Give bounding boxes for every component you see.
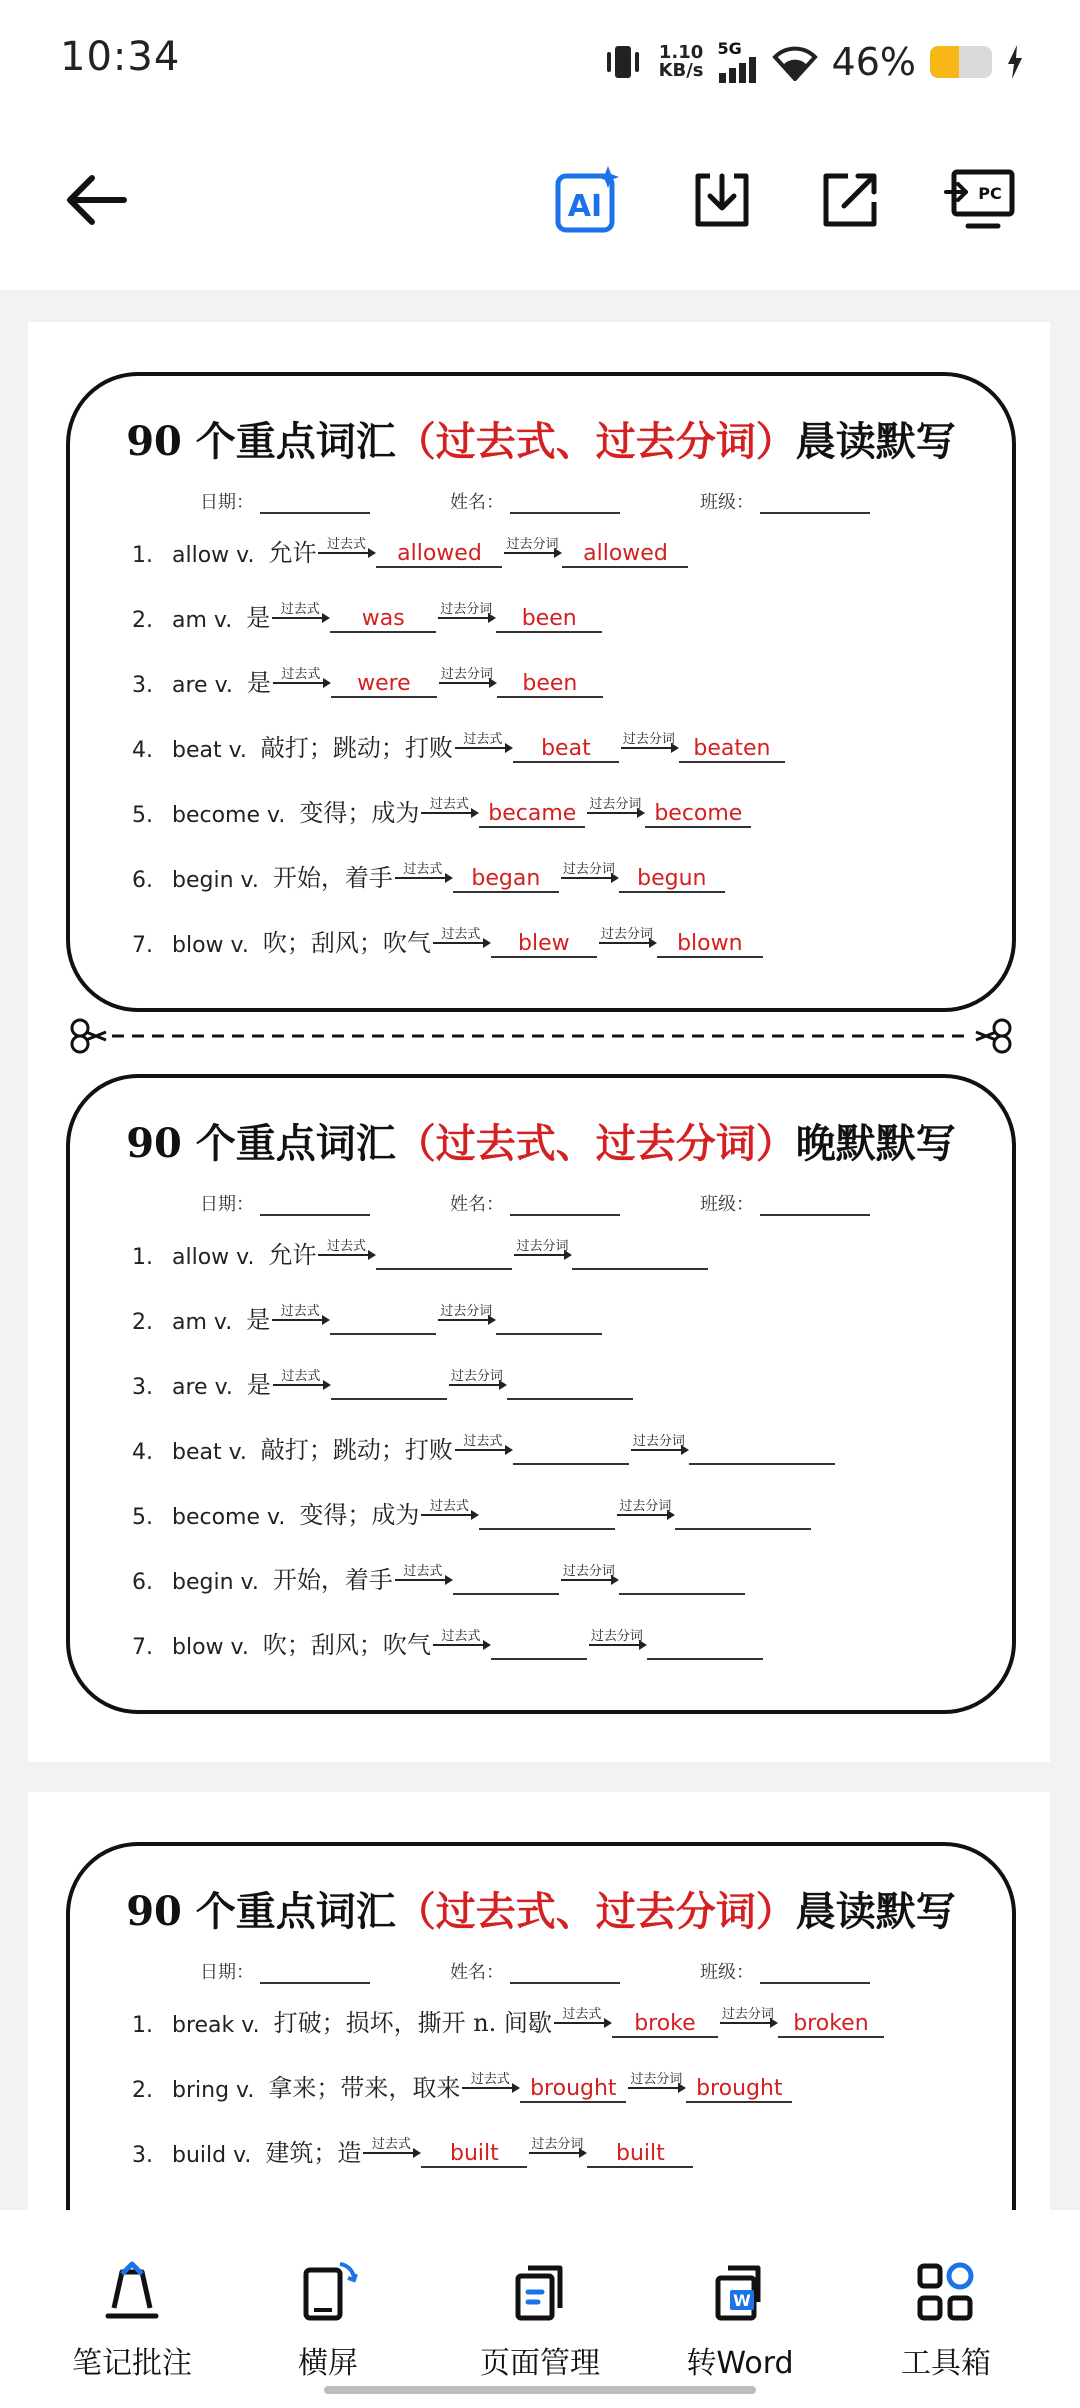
past-answer: allowed <box>376 541 502 568</box>
past-arrow: 过去式 <box>433 1630 489 1646</box>
svg-text:PC: PC <box>978 184 1002 203</box>
rotate-screen-icon <box>296 2260 360 2324</box>
past-arrow: 过去式 <box>433 928 489 944</box>
past-blank <box>479 1528 615 1530</box>
name-field: 姓名： <box>450 488 620 514</box>
name-field: 姓名： <box>450 1190 620 1216</box>
pp-answer: broken <box>778 2011 884 2038</box>
top-toolbar <box>0 120 1080 290</box>
past-arrow: 过去式 <box>272 603 328 619</box>
worksheet-title <box>70 410 1012 467</box>
past-arrow: 过去式 <box>273 668 329 684</box>
vibrate-icon <box>601 42 645 82</box>
pp-answer: become <box>645 801 751 828</box>
word-row: 3. are v. 是 过去式 过去分词 <box>132 1356 633 1400</box>
pp-arrow: 过去分词 <box>589 797 642 812</box>
charging-icon <box>1006 45 1024 79</box>
battery-percent: 46% <box>831 40 916 84</box>
battery-icon <box>930 46 992 78</box>
pp-answer: been <box>496 606 602 633</box>
word-convert-icon <box>708 2260 772 2324</box>
document-page <box>28 1792 1050 2210</box>
past-answer: built <box>421 2141 527 2168</box>
pp-arrow: 过去分词 <box>562 1564 615 1579</box>
date-field: 日期： <box>200 1190 370 1216</box>
past-arrow: 过去式 <box>363 2138 419 2154</box>
net-speed-unit: KB/s <box>658 60 704 81</box>
title-highlight: （过去式、过去分词） <box>395 1120 796 1167</box>
date-field: 日期： <box>200 1958 370 1984</box>
pp-blank <box>619 1593 745 1595</box>
signal-bars-icon <box>718 57 758 83</box>
pp-blank <box>496 1333 602 1335</box>
worksheet-card <box>66 372 1016 1012</box>
word-row: 4. beat v. 敲打；跳动；打败 过去式 过去分词 <box>132 1421 835 1465</box>
word-row: 1. allow v. 允许 过去式 allowed 过去分词 allowed <box>132 524 688 568</box>
back-arrow-icon <box>64 172 128 228</box>
signal-label: 5G <box>717 39 742 58</box>
wifi-icon <box>772 43 818 81</box>
send-to-pc-icon <box>944 168 1016 232</box>
ai-label: AI <box>567 189 603 224</box>
pp-arrow: 过去分词 <box>619 1499 672 1514</box>
nav-rotate[interactable] <box>238 2260 418 2382</box>
word-row: 7. blow v. 吹；刮风；吹气 过去式 blew 过去分词 blown <box>132 914 763 958</box>
nav-label: 页面管理 <box>480 2346 600 2381</box>
worksheet-card <box>66 1842 1016 2210</box>
title-suffix: 晨读默写 <box>795 1888 956 1935</box>
bottom-toolbar <box>0 2210 1080 2408</box>
pp-answer: allowed <box>562 541 688 568</box>
nav-page-manage[interactable] <box>450 2260 630 2382</box>
title-prefix: 90 个重点词汇 <box>126 1120 396 1167</box>
pp-answer: begun <box>619 866 725 893</box>
past-answer: was <box>330 606 436 633</box>
ai-sparkle-icon <box>552 164 624 236</box>
past-blank <box>491 1658 587 1660</box>
title-highlight: （过去式、过去分词） <box>395 1888 796 1935</box>
share-button[interactable] <box>810 160 890 240</box>
title-suffix: 晨读默写 <box>795 418 956 465</box>
worksheet-title <box>70 1880 1012 1937</box>
title-prefix: 90 个重点词汇 <box>126 1888 396 1935</box>
pp-blank <box>572 1268 708 1270</box>
past-blank <box>330 1333 436 1335</box>
word-row: 5. become v. 变得；成为 过去式 过去分词 <box>132 1486 811 1530</box>
status-time: 10:34 <box>60 34 181 80</box>
pp-blank <box>689 1463 835 1465</box>
past-arrow: 过去式 <box>421 1500 477 1516</box>
home-indicator[interactable] <box>324 2386 756 2394</box>
past-blank <box>453 1593 559 1595</box>
pp-answer: brought <box>686 2076 792 2103</box>
past-arrow: 过去式 <box>462 2073 518 2089</box>
name-field: 姓名： <box>450 1958 620 1984</box>
pp-arrow: 过去分词 <box>506 537 559 552</box>
past-arrow: 过去式 <box>455 1435 511 1451</box>
pp-arrow: 过去分词 <box>632 1434 685 1449</box>
past-answer: began <box>453 866 559 893</box>
pp-blank <box>675 1528 811 1530</box>
pp-arrow: 过去分词 <box>562 862 615 877</box>
worksheet-card <box>66 1074 1016 1714</box>
word-row: 6. begin v. 开始，着手 过去式 began 过去分词 begun <box>132 849 725 893</box>
word-row: 2. bring v. 拿来；带来，取来 过去式 brought 过去分词 brought <box>132 2059 792 2103</box>
download-icon <box>690 168 754 232</box>
pp-answer: blown <box>657 931 763 958</box>
pp-arrow: 过去分词 <box>440 1304 493 1319</box>
past-arrow: 过去式 <box>273 1370 329 1386</box>
net-speed-value: 1.10 <box>658 42 704 63</box>
word-row: 3. build v. 建筑；造 过去式 built 过去分词 built <box>132 2124 693 2168</box>
scissors-icon <box>976 1020 1010 1052</box>
past-arrow: 过去式 <box>395 863 451 879</box>
nav-annotate[interactable] <box>42 2260 222 2382</box>
pp-arrow: 过去分词 <box>516 1239 569 1254</box>
past-arrow: 过去式 <box>455 733 511 749</box>
title-prefix: 90 个重点词汇 <box>126 418 396 465</box>
pp-blank <box>507 1398 633 1400</box>
status-bar <box>0 0 1080 120</box>
past-arrow: 过去式 <box>554 2008 610 2024</box>
nav-word[interactable] <box>650 2260 830 2382</box>
word-row: 2. am v. 是 过去式 was 过去分词 been <box>132 589 602 633</box>
pp-arrow: 过去分词 <box>450 1369 503 1384</box>
pp-arrow: 过去分词 <box>622 732 675 747</box>
past-blank <box>331 1398 447 1400</box>
past-answer: blew <box>491 931 597 958</box>
date-field: 日期： <box>200 488 370 514</box>
svg-text:W: W <box>733 2291 751 2310</box>
share-icon <box>818 168 882 232</box>
pp-arrow: 过去分词 <box>440 602 493 617</box>
document-page <box>28 322 1050 1762</box>
nav-label: 横屏 <box>298 2346 358 2381</box>
back-button[interactable] <box>56 160 136 240</box>
class-field: 班级： <box>700 1958 870 1984</box>
word-row: 4. beat v. 敲打；跳动；打败 过去式 beat 过去分词 beaten <box>132 719 785 763</box>
toolbox-icon <box>914 2260 978 2324</box>
pp-arrow: 过去分词 <box>600 927 653 942</box>
word-row: 1. break v. 打破；损坏，撕开 n. 间歇 过去式 broke 过去分词 broken <box>132 1994 884 2038</box>
cut-line <box>66 1016 1016 1056</box>
class-field: 班级： <box>700 1190 870 1216</box>
past-arrow: 过去式 <box>421 798 477 814</box>
worksheet-meta <box>200 1958 870 1984</box>
nav-toolbox[interactable] <box>856 2260 1036 2382</box>
past-blank <box>376 1268 512 1270</box>
pp-arrow: 过去分词 <box>630 2072 683 2087</box>
pp-arrow: 过去分词 <box>590 1629 643 1644</box>
word-row: 5. become v. 变得；成为 过去式 became 过去分词 become <box>132 784 751 828</box>
past-answer: became <box>479 801 585 828</box>
worksheet-meta <box>200 488 870 514</box>
nav-label: 转Word <box>686 2346 794 2381</box>
pp-arrow: 过去分词 <box>721 2007 774 2022</box>
past-answer: were <box>331 671 437 698</box>
worksheet-title <box>70 1112 1012 1169</box>
pp-answer: built <box>587 2141 693 2168</box>
cell-signal <box>718 41 758 83</box>
net-speed <box>659 44 704 80</box>
past-blank <box>513 1463 629 1465</box>
nav-label: 工具箱 <box>901 2346 991 2381</box>
pp-arrow: 过去分词 <box>440 667 493 682</box>
annotate-icon <box>100 2260 164 2324</box>
download-button[interactable] <box>682 160 762 240</box>
pp-answer: been <box>497 671 603 698</box>
past-arrow: 过去式 <box>395 1565 451 1581</box>
nav-label: 笔记批注 <box>72 2346 192 2381</box>
pp-answer: beaten <box>679 736 785 763</box>
word-row: 6. begin v. 开始，着手 过去式 过去分词 <box>132 1551 745 1595</box>
pp-arrow: 过去分词 <box>531 2137 584 2152</box>
word-row: 3. are v. 是 过去式 were 过去分词 been <box>132 654 603 698</box>
send-to-pc-button[interactable] <box>940 160 1020 240</box>
ai-button[interactable] <box>548 160 628 240</box>
page-manage-icon <box>508 2260 572 2324</box>
status-icons <box>601 40 1024 84</box>
document-viewer[interactable] <box>0 290 1080 2210</box>
battery-fill <box>930 46 959 78</box>
title-highlight: （过去式、过去分词） <box>395 418 796 465</box>
past-arrow: 过去式 <box>272 1305 328 1321</box>
word-row: 7. blow v. 吹；刮风；吹气 过去式 过去分词 <box>132 1616 763 1660</box>
scissors-icon <box>72 1020 106 1052</box>
word-row: 2. am v. 是 过去式 过去分词 <box>132 1291 602 1335</box>
pp-blank <box>647 1658 763 1660</box>
past-arrow: 过去式 <box>318 1240 374 1256</box>
title-suffix: 晚默默写 <box>795 1120 956 1167</box>
worksheet-meta <box>200 1190 870 1216</box>
past-answer: broke <box>612 2011 718 2038</box>
past-arrow: 过去式 <box>318 538 374 554</box>
past-answer: brought <box>520 2076 626 2103</box>
class-field: 班级： <box>700 488 870 514</box>
word-row: 1. allow v. 允许 过去式 过去分词 <box>132 1226 708 1270</box>
past-answer: beat <box>513 736 619 763</box>
